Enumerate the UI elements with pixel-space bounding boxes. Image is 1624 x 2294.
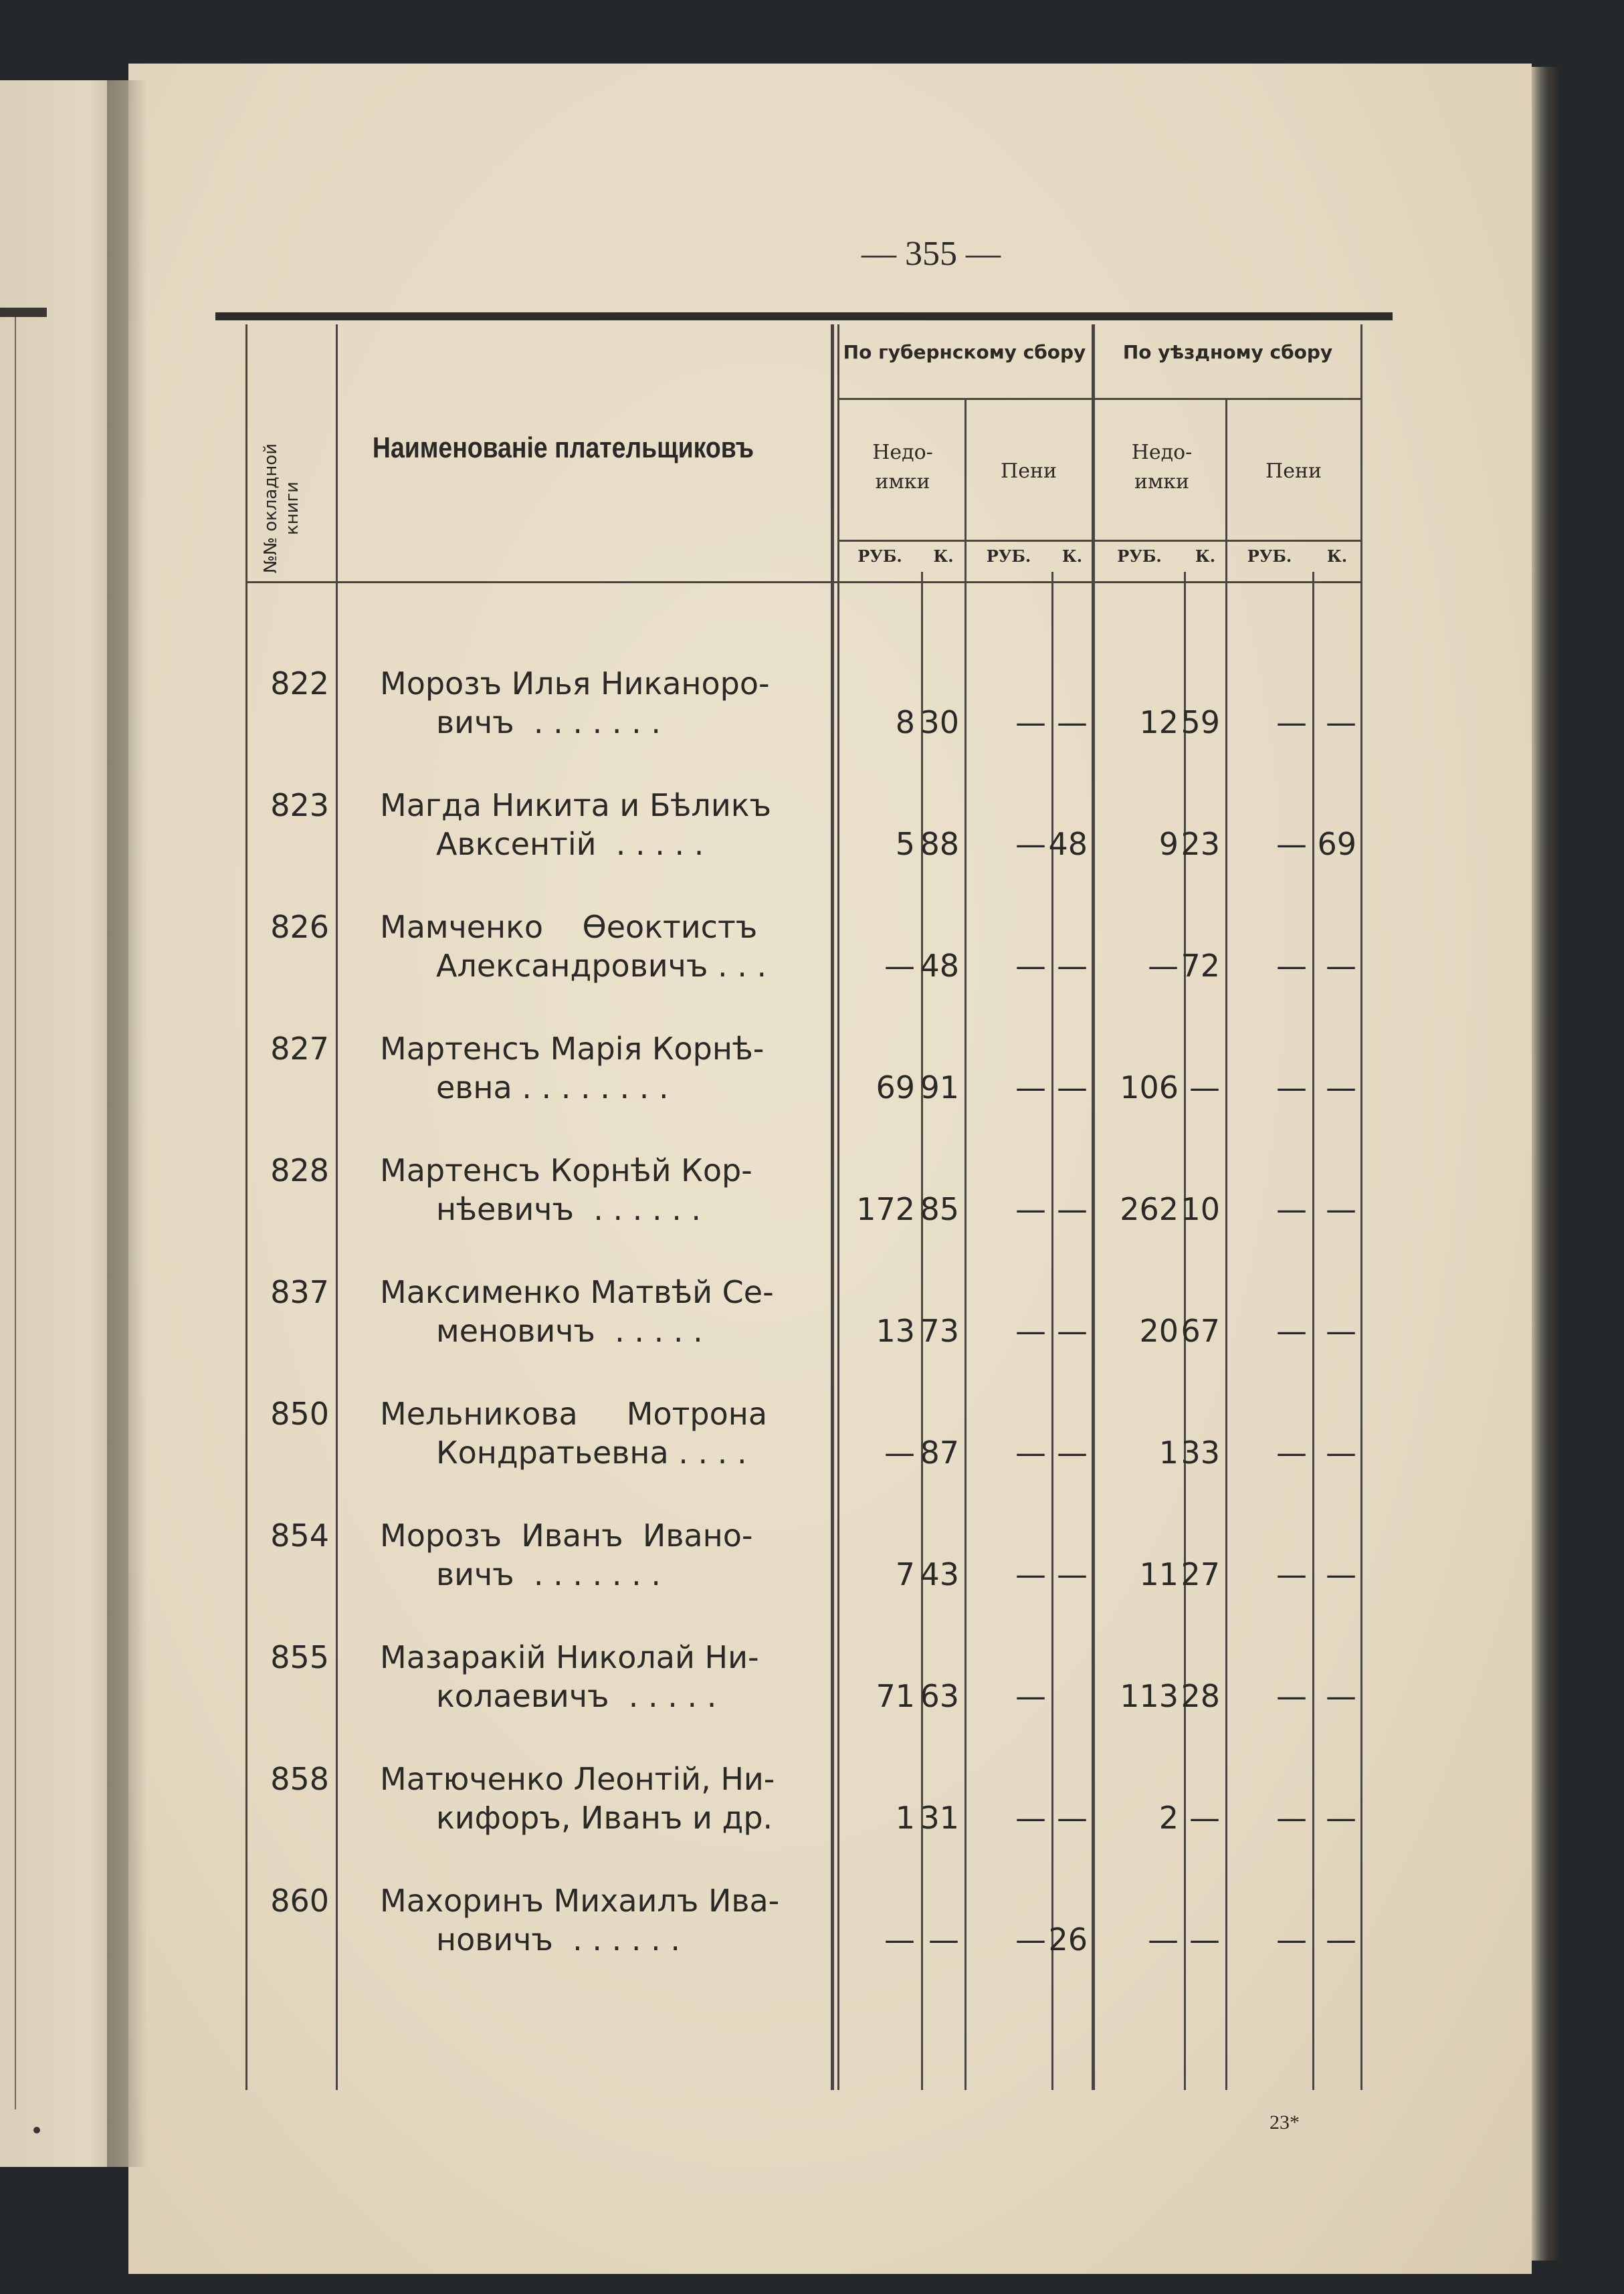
cell-g-n-r: 1 bbox=[895, 1800, 915, 1836]
row-book-number: 855 bbox=[270, 1639, 329, 1675]
cell-u-n-r: — bbox=[1148, 1921, 1179, 1958]
cell-g-p-k: 26 bbox=[1048, 1921, 1088, 1958]
row-book-number: 854 bbox=[270, 1518, 329, 1554]
table-row bbox=[128, 1274, 1532, 1397]
cell-g-p-r: — bbox=[1015, 1921, 1046, 1958]
table-row bbox=[128, 787, 1532, 910]
cell-u-p-r: — bbox=[1276, 1556, 1307, 1592]
cell-u-n-r: 12 bbox=[1139, 704, 1179, 740]
cell-u-p-r: — bbox=[1276, 1069, 1307, 1106]
row-book-number: 850 bbox=[270, 1396, 329, 1432]
cell-g-p-k: — bbox=[1057, 1556, 1088, 1592]
header-unit-rub: РУБ. bbox=[1247, 546, 1292, 566]
row-book-number: 826 bbox=[270, 909, 329, 945]
row-payer-name-line1: Мартенсъ Корнѣй Кор- bbox=[380, 1152, 752, 1188]
cell-g-p-r: — bbox=[1015, 948, 1046, 984]
cell-g-p-r: — bbox=[1015, 1313, 1046, 1349]
facing-page-column-line bbox=[15, 317, 16, 2109]
cell-u-n-k: 72 bbox=[1181, 948, 1220, 984]
cell-g-n-k: 73 bbox=[920, 1313, 959, 1349]
cell-u-p-k: — bbox=[1326, 948, 1356, 984]
row-payer-name-line1: Магда Никита и Бѣликъ bbox=[380, 787, 771, 823]
header-g-peni: Пени bbox=[1001, 459, 1057, 483]
row-payer-name-line1: Мазаракій Николай Ни- bbox=[380, 1639, 759, 1675]
cell-g-n-r: — bbox=[884, 1921, 915, 1958]
cell-g-n-k: 91 bbox=[920, 1069, 959, 1106]
cell-u-n-r: 113 bbox=[1120, 1678, 1179, 1714]
cell-u-n-k: 33 bbox=[1181, 1435, 1220, 1471]
cell-g-n-k: 30 bbox=[920, 704, 959, 740]
cell-u-n-k: — bbox=[1189, 1921, 1220, 1958]
cell-g-p-r: — bbox=[1015, 826, 1046, 862]
row-payer-name-line1: Морозъ Илья Никаноро- bbox=[380, 665, 770, 702]
header-line-units bbox=[837, 540, 1360, 542]
table-row bbox=[128, 1518, 1532, 1641]
cell-g-p-r: — bbox=[1015, 704, 1046, 740]
cell-u-n-r: 1 bbox=[1158, 1435, 1179, 1471]
row-payer-name-line2: новичъ . . . . . . bbox=[436, 1921, 680, 1958]
row-payer-name-line1: Максименко Матвѣй Се- bbox=[380, 1274, 774, 1310]
table-top-rule bbox=[215, 312, 1393, 320]
cell-g-n-k: 85 bbox=[920, 1191, 959, 1227]
cell-g-p-r: — bbox=[1015, 1069, 1046, 1106]
header-group-uezd: По уѣздному сбору bbox=[1122, 341, 1333, 363]
cell-g-p-k: — bbox=[1057, 948, 1088, 984]
cell-g-n-k: 43 bbox=[920, 1556, 959, 1592]
cell-g-n-r: — bbox=[884, 948, 915, 984]
cell-u-p-k: — bbox=[1326, 1556, 1356, 1592]
stray-dot bbox=[33, 2127, 40, 2133]
cell-g-n-k: 87 bbox=[920, 1435, 959, 1471]
cell-u-n-k: 23 bbox=[1181, 826, 1220, 862]
header-group-gub: По губернскому сбору bbox=[843, 341, 1086, 363]
cell-u-n-r: 2 bbox=[1158, 1800, 1179, 1836]
table-row bbox=[128, 665, 1532, 789]
cell-u-n-r: 106 bbox=[1120, 1069, 1179, 1106]
header-u-peni: Пени bbox=[1265, 459, 1322, 483]
row-payer-name-line2: колаевичъ . . . . . bbox=[436, 1678, 717, 1714]
cell-u-p-k: — bbox=[1326, 1800, 1356, 1836]
row-payer-name-line2: Авксентій . . . . . bbox=[436, 826, 704, 862]
header-unit-rub: РУБ. bbox=[986, 546, 1031, 566]
table-row bbox=[128, 909, 1532, 1032]
row-payer-name-line1: Мамченко Ѳеоктистъ bbox=[380, 909, 758, 945]
row-payer-name-line1: Морозъ Иванъ Ивано- bbox=[380, 1518, 753, 1554]
cell-u-p-k: — bbox=[1326, 1921, 1356, 1958]
facing-page-rule bbox=[0, 308, 47, 317]
table-row bbox=[128, 1031, 1532, 1154]
cell-g-n-k: — bbox=[928, 1921, 959, 1958]
cell-u-p-k: — bbox=[1326, 1678, 1356, 1714]
row-book-number: 860 bbox=[270, 1883, 329, 1919]
cell-u-p-r: — bbox=[1276, 1678, 1307, 1714]
header-unit-k: К. bbox=[1326, 546, 1348, 566]
cell-g-n-k: 88 bbox=[920, 826, 959, 862]
row-payer-name-line1: Мартенсъ Марія Корнѣ- bbox=[380, 1031, 765, 1067]
row-payer-name-line2: кифоръ, Иванъ и др. bbox=[436, 1800, 773, 1836]
cell-u-p-k: — bbox=[1326, 1191, 1356, 1227]
cell-u-p-r: — bbox=[1276, 1313, 1307, 1349]
cell-g-p-r: — bbox=[1015, 1435, 1046, 1471]
cell-g-p-r: — bbox=[1015, 1678, 1046, 1714]
cell-g-p-k: — bbox=[1057, 1069, 1088, 1106]
header-unit-rub: РУБ. bbox=[857, 546, 902, 566]
cell-u-n-k: 59 bbox=[1181, 704, 1220, 740]
cell-u-n-r: 9 bbox=[1158, 826, 1179, 862]
cell-u-p-k: — bbox=[1326, 1435, 1356, 1471]
header-line-groups bbox=[837, 398, 1360, 400]
row-book-number: 823 bbox=[270, 787, 329, 823]
row-payer-name-line1: Мельникова Мотрона bbox=[380, 1396, 768, 1432]
header-payer-name: Наименованіе плательщиковъ bbox=[372, 431, 754, 464]
cell-u-p-r: — bbox=[1276, 1921, 1307, 1958]
row-payer-name-line2: Кондратьевна . . . . bbox=[436, 1435, 747, 1471]
cell-u-n-k: 27 bbox=[1181, 1556, 1220, 1592]
table-row bbox=[128, 1152, 1532, 1275]
cell-u-n-k: — bbox=[1189, 1069, 1220, 1106]
row-book-number: 837 bbox=[270, 1274, 329, 1310]
header-book-number: №№ окладной книги bbox=[261, 443, 302, 574]
cell-u-n-r: 11 bbox=[1139, 1556, 1179, 1592]
row-payer-name-line2: Александровичъ . . . bbox=[436, 948, 767, 984]
cell-u-n-k: 67 bbox=[1181, 1313, 1220, 1349]
header-g-nedoimki: Недо- имки bbox=[872, 441, 933, 494]
cell-u-p-k: — bbox=[1326, 704, 1356, 740]
row-payer-name-line1: Махоринъ Михаилъ Ива- bbox=[380, 1883, 780, 1919]
signature-mark: 23* bbox=[1270, 2111, 1300, 2133]
cell-g-n-r: 13 bbox=[876, 1313, 915, 1349]
row-book-number: 858 bbox=[270, 1761, 329, 1797]
row-payer-name-line1: Матюченко Леонтій, Ни- bbox=[380, 1761, 775, 1797]
cell-g-p-r: — bbox=[1015, 1800, 1046, 1836]
cell-u-p-k: — bbox=[1326, 1069, 1356, 1106]
cell-g-p-r: — bbox=[1015, 1556, 1046, 1592]
cell-g-n-r: — bbox=[884, 1435, 915, 1471]
cell-u-n-r: 20 bbox=[1139, 1313, 1179, 1349]
cell-g-n-k: 31 bbox=[920, 1800, 959, 1836]
cell-g-n-r: 71 bbox=[876, 1678, 915, 1714]
cell-u-p-r: — bbox=[1276, 704, 1307, 740]
cell-g-p-k: — bbox=[1057, 704, 1088, 740]
cell-g-n-r: 5 bbox=[895, 826, 915, 862]
table-row bbox=[128, 1761, 1532, 1884]
cell-g-n-r: 69 bbox=[876, 1069, 915, 1106]
cell-g-n-r: 172 bbox=[856, 1191, 915, 1227]
cell-g-p-k: — bbox=[1057, 1800, 1088, 1836]
book-edge bbox=[1532, 67, 1558, 2261]
row-book-number: 822 bbox=[270, 665, 329, 702]
row-payer-name-line2: вичъ . . . . . . . bbox=[436, 704, 662, 740]
row-payer-name-line2: меновичъ . . . . . bbox=[436, 1313, 703, 1349]
table-row bbox=[128, 1396, 1532, 1519]
row-payer-name-line2: евна . . . . . . . . bbox=[436, 1069, 669, 1106]
header-unit-k: К. bbox=[1061, 546, 1083, 566]
cell-u-n-r: 262 bbox=[1120, 1191, 1179, 1227]
row-book-number: 828 bbox=[270, 1152, 329, 1188]
cell-u-p-r: — bbox=[1276, 1435, 1307, 1471]
cell-u-n-r: — bbox=[1148, 948, 1179, 984]
cell-u-p-r: — bbox=[1276, 1191, 1307, 1227]
row-book-number: 827 bbox=[270, 1031, 329, 1067]
header-unit-k: К. bbox=[1195, 546, 1216, 566]
table-row bbox=[128, 1883, 1532, 2006]
cell-g-n-k: 63 bbox=[920, 1678, 959, 1714]
cell-g-p-k: — bbox=[1057, 1313, 1088, 1349]
cell-u-p-r: — bbox=[1276, 948, 1307, 984]
row-payer-name-line2: вичъ . . . . . . . bbox=[436, 1556, 662, 1592]
cell-g-p-r: — bbox=[1015, 1191, 1046, 1227]
row-payer-name-line2: нѣевичъ . . . . . . bbox=[436, 1191, 702, 1227]
cell-g-p-k: 48 bbox=[1048, 826, 1088, 862]
cell-u-p-k: — bbox=[1326, 1313, 1356, 1349]
header-u-nedoimki: Недо- имки bbox=[1131, 441, 1193, 494]
cell-u-n-k: 28 bbox=[1181, 1678, 1220, 1714]
cell-g-n-r: 7 bbox=[895, 1556, 915, 1592]
cell-g-n-r: 8 bbox=[895, 704, 915, 740]
cell-g-p-k: — bbox=[1057, 1191, 1088, 1227]
cell-u-p-k: 69 bbox=[1317, 826, 1356, 862]
page-number: — 355 — bbox=[861, 235, 1001, 273]
cell-u-p-r: — bbox=[1276, 1800, 1307, 1836]
cell-g-p-k: — bbox=[1057, 1435, 1088, 1471]
cell-u-p-r: — bbox=[1276, 826, 1307, 862]
header-unit-k: К. bbox=[933, 546, 954, 566]
cell-g-n-k: 48 bbox=[920, 948, 959, 984]
table-row bbox=[128, 1639, 1532, 1762]
book-page bbox=[128, 64, 1532, 2274]
cell-u-n-k: — bbox=[1189, 1800, 1220, 1836]
cell-u-n-k: 10 bbox=[1181, 1191, 1220, 1227]
header-unit-rub: РУБ. bbox=[1117, 546, 1162, 566]
header-bottom-line bbox=[245, 581, 1360, 583]
book-spine-shadow bbox=[107, 80, 147, 2167]
